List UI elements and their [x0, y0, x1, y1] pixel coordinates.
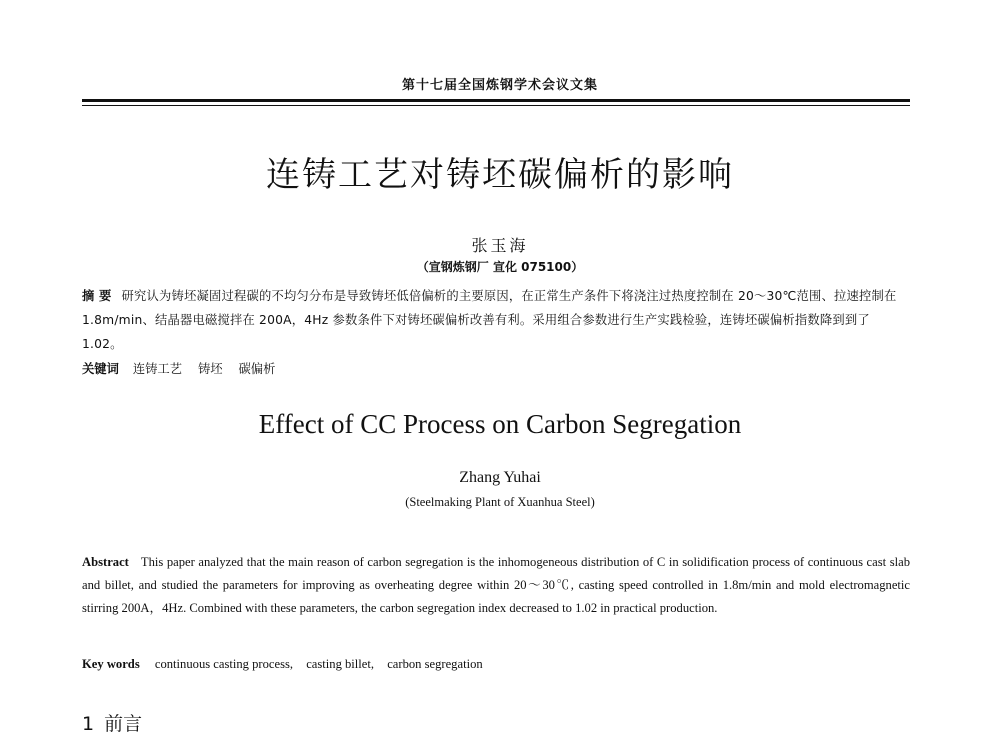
keyword-chinese: 碳偏析: [238, 362, 276, 376]
abstract-english: [82, 551, 910, 620]
keyword-chinese: 连铸工艺: [132, 362, 183, 376]
keyword-chinese: 铸坯: [197, 362, 223, 376]
affiliation-english: (Steelmaking Plant of Xuanhua Steel): [405, 495, 595, 509]
running-head: 第十七届全国炼钢学术会议文集: [401, 78, 598, 93]
keywords-english: [82, 657, 910, 672]
abstract-chinese: [82, 284, 910, 356]
keywords-chinese: [82, 359, 910, 377]
abstract-text-english: This paper analyzed that the main reason of carbon segregation is the inhomogeneous distribution of C in solidification process of continuous cast slab and billet, and studied the parameters for improving as overheating degree within 20～30℃, casting speed controlled in 1.8m/min and mold electromagnetic stirring 200A，4Hz. Combined with these parameters, the carbon segregation index decreased to 1.02 in practical production.: [82, 555, 910, 615]
keyword-english: continuous casting process,: [154, 657, 294, 671]
title-chinese: 连铸工艺对铸坯碳偏析的影响: [266, 155, 734, 195]
section-title: 前言: [104, 713, 143, 735]
title-english: Effect of CC Process on Carbon Segregation: [258, 409, 742, 439]
keyword-english: casting billet,: [306, 657, 375, 671]
abstract-text-chinese: 研究认为铸坯凝固过程碳的不均匀分布是导致铸坯低倍偏析的主要原因，在正常生产条件下将浇注过热度控制在 20～30℃范围、拉速控制在 1.8m/min、结晶器电磁搅拌在 200A，4Hz 参数条件下对铸坯碳偏析改善有利。采用组合参数进行生产实践检验，连铸坯碳偏析指数降到到了 1.02。: [82, 289, 897, 351]
abstract-label-english: Abstract: [82, 555, 129, 569]
affiliation-chinese: （宣钢炼钢厂 宣化 075100）: [416, 260, 584, 274]
abstract-label-chinese: 摘 要: [82, 289, 112, 303]
keywords-label-english: Key words: [82, 657, 140, 671]
header-rule-thin: [82, 105, 910, 106]
section-heading: [82, 709, 142, 736]
section-number: 1: [82, 713, 95, 735]
header-rule-thick: [82, 99, 910, 102]
author-english: Zhang Yuhai: [459, 469, 541, 486]
author-chinese: 张玉海: [471, 236, 529, 255]
keyword-english: carbon segregation: [387, 657, 483, 671]
keywords-label-chinese: 关键词: [82, 362, 119, 376]
